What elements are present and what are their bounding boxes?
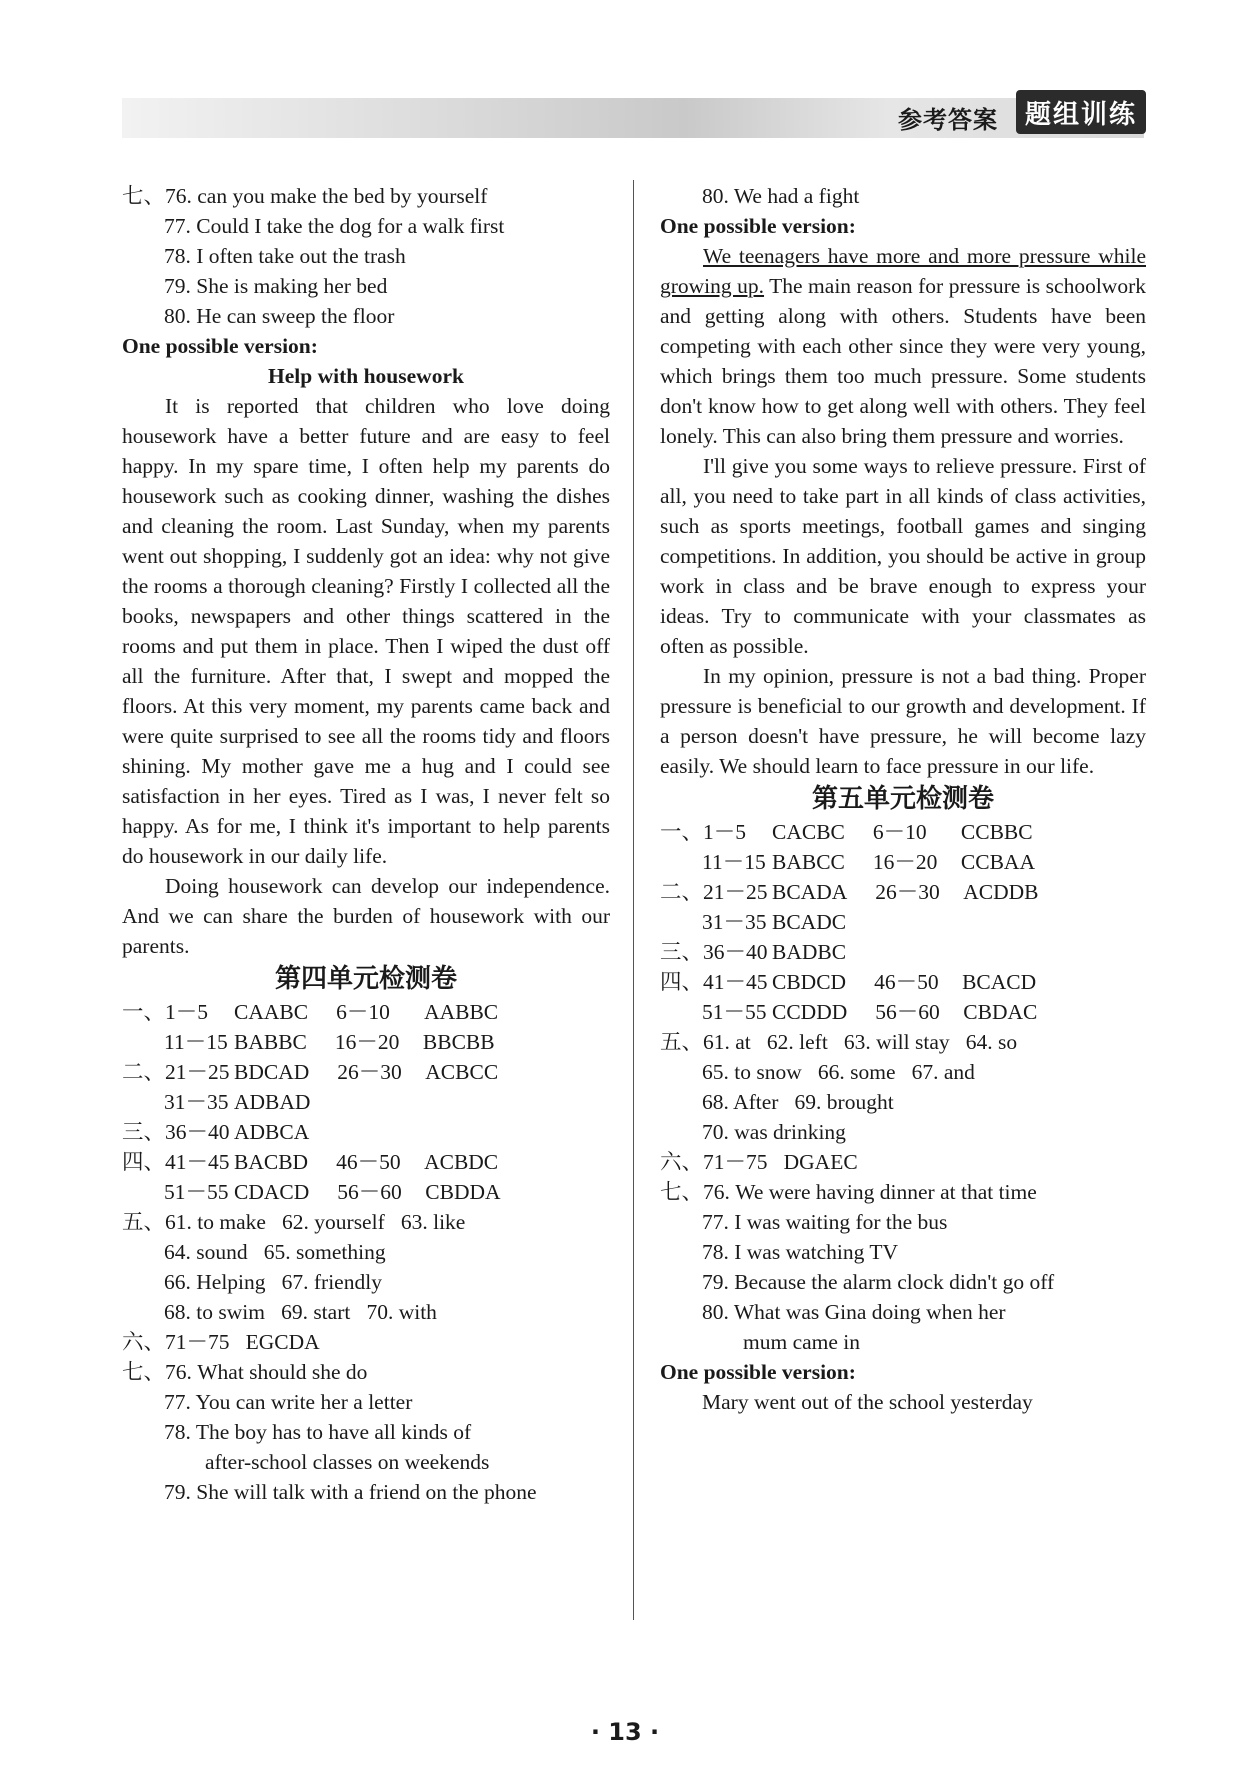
answer-line: 65. to snow 66. some 67. and <box>702 1060 975 1084</box>
essay-paragraph: It is reported that children who love doing housework have a better future and are easy to feel happy. In my spare time, I often help my parents do housework such as cooking dinner, washing the dishes and cleaning the room. Last Sunday, when my parents went out shopping, I suddenly got an idea: why not give the rooms a thorough cleaning? Firstly I collected all the books, newspapers and other things scattered in the rooms and put them in place. Then I wiped the dust off all the furniture. After that, I swept and mopped the floors. At this very moment, my parents came back and were quite surprised to see all the rooms tidy and floors shining. My mother gave me a hug and I could see satisfaction in her eyes. Tired as I was, I never felt so happy. As for me, I think it's important to help parents do housework in our daily life. <box>122 394 610 868</box>
answer-row: 四、41－45 BACBD 46－50 ACBDC <box>122 1150 499 1174</box>
answer-line: 77. I was waiting for the bus <box>702 1210 948 1234</box>
answer-row: 31－35 BCADC <box>702 910 847 934</box>
answer-line: 78. The boy has to have all kinds of <box>164 1420 472 1444</box>
underlined-sentence: We teenagers have more and more pressure while growing up. <box>660 244 1146 298</box>
answer-line: 七、76. What should she do <box>122 1360 368 1384</box>
answer-line: 五、61. to make 62. yourself 63. like <box>122 1210 466 1234</box>
answer-line: 80. He can sweep the floor <box>164 304 395 328</box>
answer-row: 31－35 ADBAD <box>164 1090 311 1114</box>
answer-line: 66. Helping 67. friendly <box>164 1270 382 1294</box>
answer-row: 四、41－45 CBDCD 46－50 BCACD <box>660 970 1037 994</box>
answer-line: 68. After 69. brought <box>702 1090 894 1114</box>
page-number: · 13 · <box>590 1718 660 1746</box>
version-label: One possible version: <box>122 334 318 358</box>
answer-row: 三、36－40 ADBCA <box>122 1120 310 1144</box>
answer-line: after-school classes on weekends <box>205 1450 490 1474</box>
answer-row: 11－15 BABBC 16－20 BBCBB <box>164 1030 495 1054</box>
answer-line: mum came in <box>743 1330 861 1354</box>
essay-paragraph: We teenagers have more and more pressure while growing up. The main reason for pressure is schoolwork and getting along with others. Students have been competing with each other since they were very young, which brings them too much pressure. Some students don't know how to get along well with others. They feel lonely. This can also bring them pressure and worries. <box>660 244 1146 448</box>
header-badge: 题组训练 <box>1016 90 1146 134</box>
answer-line: 79. She is making her bed <box>164 274 388 298</box>
column-divider <box>633 180 634 1620</box>
answer-row: 二、21－25 BCADA 26－30 ACDDB <box>660 880 1039 904</box>
right-column <box>660 181 1146 1417</box>
left-column <box>122 181 610 1507</box>
answer-line: 80. We had a fight <box>702 184 860 208</box>
answer-line: 79. Because the alarm clock didn't go off <box>702 1270 1055 1294</box>
section-title: 第四单元检测卷 <box>274 964 457 994</box>
answer-row: 一、1－5 CACBC 6－10 CCBBC <box>660 820 1033 844</box>
answer-line: 64. sound 65. something <box>164 1240 386 1264</box>
answer-line: 80. What was Gina doing when her <box>702 1300 1006 1324</box>
header-label: 参考答案 <box>898 106 998 134</box>
answer-row: 二、21－25 BDCAD 26－30 ACBCC <box>122 1060 499 1084</box>
answer-row: 11－15 BABCC 16－20 CCBAA <box>702 850 1035 874</box>
answer-row: 51－55 CCDDD 56－60 CBDAC <box>702 1000 1038 1024</box>
answer-line: 五、61. at 62. left 63. will stay 64. so <box>660 1030 1018 1054</box>
answer-row: 三、36－40 BADBC <box>660 940 847 964</box>
answer-line: 77. Could I take the dog for a walk first <box>164 214 505 238</box>
essay-paragraph: Doing housework can develop our independence. And we can share the burden of housework with our parents. <box>122 874 610 958</box>
essay-paragraph: I'll give you some ways to relieve pressure. First of all, you need to take part in all kinds of class activities, such as sports meetings, football games and singing competitions. In addition, you should be active in group work in class and be brave enough to express your ideas. Try to communicate with your classmates as often as possible. <box>660 454 1146 658</box>
answer-row: 一、1－5 CAABC 6－10 AABBC <box>122 1000 499 1024</box>
essay-paragraph: In my opinion, pressure is not a bad thing. Proper pressure is beneficial to our growth and development. If a person doesn't have pressure, he will become lazy easily. We should learn to face pressure in our life. <box>660 664 1146 778</box>
answer-row: 51－55 CDACD 56－60 CBDDA <box>164 1180 501 1204</box>
answer-line: 78. I was watching TV <box>702 1240 899 1264</box>
version-label: One possible version: <box>660 1360 856 1384</box>
answer-line: 七、76. can you make the bed by yourself <box>122 184 488 208</box>
version-label: One possible version: <box>660 214 856 238</box>
answer-line: 70. was drinking <box>702 1120 846 1144</box>
answer-line: 79. She will talk with a friend on the phone <box>164 1480 537 1504</box>
answer-line: 六、71－75 DGAEC <box>660 1150 858 1174</box>
section-title: 第五单元检测卷 <box>811 784 994 814</box>
essay-line: Mary went out of the school yesterday <box>702 1390 1033 1414</box>
answer-line: 78. I often take out the trash <box>164 244 406 268</box>
essay-title: Help with housework <box>268 364 464 388</box>
answer-line: 77. You can write her a letter <box>164 1390 413 1414</box>
answer-line: 六、71－75 EGCDA <box>122 1330 320 1354</box>
answer-line: 七、76. We were having dinner at that time <box>660 1180 1037 1204</box>
answer-line: 68. to swim 69. start 70. with <box>164 1300 437 1324</box>
